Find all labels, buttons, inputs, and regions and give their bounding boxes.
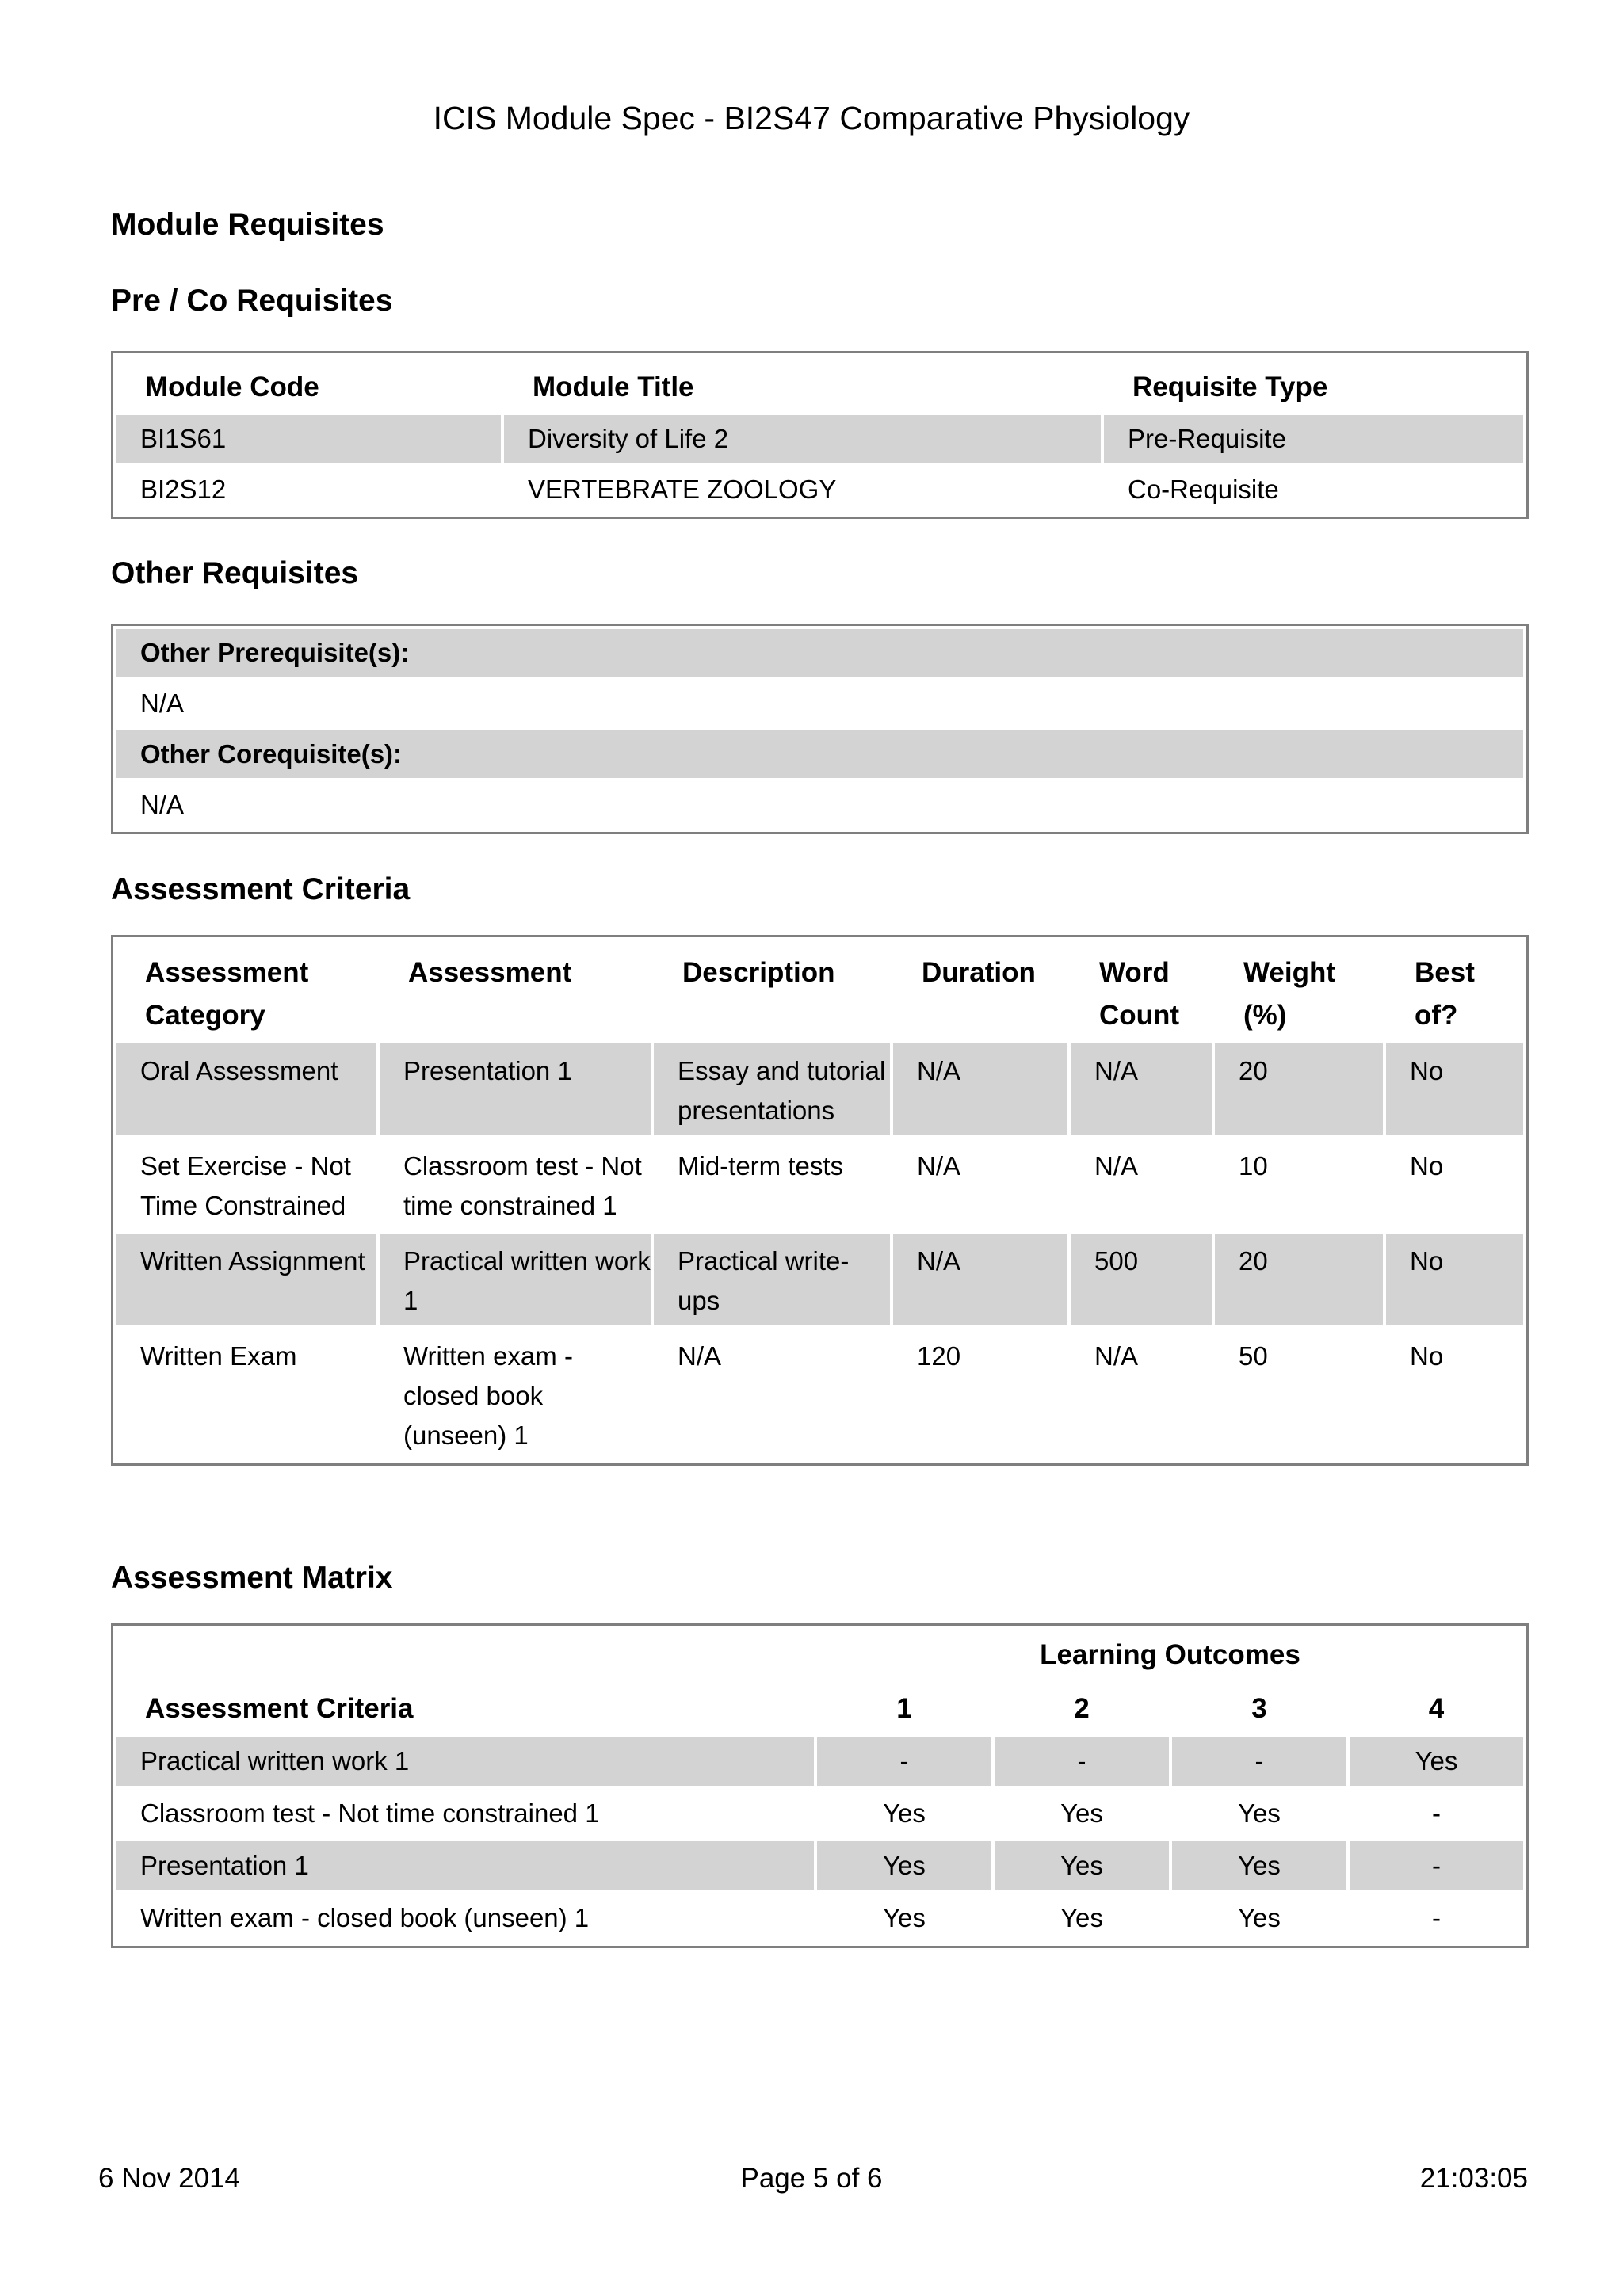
- requisites-table: [111, 351, 1529, 519]
- header-word-count: Word Count: [1099, 957, 1180, 1031]
- description-cell: N/A: [678, 1341, 722, 1371]
- outcome-cell: -: [1172, 1737, 1346, 1786]
- outcome-cell: -: [995, 1737, 1169, 1786]
- table-row: [116, 1043, 1523, 1135]
- table-row: [116, 1329, 1523, 1460]
- criteria-cell: Presentation 1: [116, 1841, 814, 1890]
- document-title: ICIS Module Spec - BI2S47 Comparative Physiology: [433, 100, 1190, 136]
- assessment-criteria-table: [111, 935, 1529, 1466]
- outcome-cell: -: [1432, 1798, 1441, 1828]
- matrix-header-row: [116, 1683, 1523, 1733]
- other-prerequisites-value: N/A: [140, 688, 185, 718]
- best-of-cell: No: [1386, 1234, 1523, 1325]
- header-assessment-criteria: Assessment Criteria: [145, 1693, 414, 1724]
- table-row: [116, 1841, 1523, 1890]
- word-count-cell: N/A: [1094, 1151, 1139, 1180]
- criteria-header-row: [116, 940, 1523, 1040]
- table-row: [116, 1737, 1523, 1786]
- duration-cell: N/A: [893, 1043, 1067, 1135]
- outcome-cell: Yes: [883, 1798, 926, 1828]
- header-outcome-3: 3: [1251, 1693, 1267, 1724]
- other-corequisites-value: N/A: [140, 790, 185, 819]
- assessment-cell: Classroom test - Not time constrained 1: [403, 1151, 642, 1220]
- other-prerequisites-label: Other Prerequisite(s):: [116, 629, 1523, 677]
- weight-cell: 50: [1239, 1341, 1268, 1371]
- category-cell: Oral Assessment: [116, 1043, 376, 1135]
- category-cell: Set Exercise - Not Time Constrained: [140, 1151, 351, 1220]
- table-row: [116, 1894, 1523, 1943]
- duration-cell: 120: [917, 1341, 961, 1371]
- criteria-cell: Classroom test - Not time constrained 1: [140, 1798, 600, 1828]
- header-outcome-4: 4: [1428, 1693, 1445, 1724]
- assessment-matrix-table: [111, 1623, 1529, 1948]
- requisites-header-row: [116, 357, 1523, 412]
- requisite-type-cell: Pre-Requisite: [1104, 415, 1523, 463]
- header-requisite-type: Requisite Type: [1132, 372, 1328, 402]
- word-count-cell: N/A: [1071, 1043, 1212, 1135]
- outcome-cell: Yes: [995, 1841, 1169, 1890]
- weight-cell: 20: [1215, 1234, 1383, 1325]
- module-title-cell: VERTEBRATE ZOOLOGY: [528, 475, 837, 504]
- category-cell: Written Exam: [140, 1341, 297, 1371]
- outcome-cell: Yes: [1060, 1903, 1103, 1932]
- table-row: [116, 415, 1523, 463]
- header-assessment: Assessment: [408, 957, 572, 988]
- header-description: Description: [682, 957, 835, 988]
- assessment-cell: Practical written work 1: [380, 1234, 651, 1325]
- assessment-cell: Written exam - closed book (unseen) 1: [403, 1341, 573, 1450]
- outcome-cell: Yes: [1060, 1798, 1103, 1828]
- table-row: [116, 466, 1523, 513]
- section-module-requisites: Module Requisites: [111, 208, 384, 242]
- header-module-code: Module Code: [145, 372, 319, 402]
- duration-cell: N/A: [893, 1234, 1067, 1325]
- category-cell: Written Assignment: [116, 1234, 376, 1325]
- description-cell: Mid-term tests: [678, 1151, 844, 1180]
- outcome-cell: Yes: [1172, 1841, 1346, 1890]
- header-best-of: Best of?: [1415, 957, 1475, 1031]
- best-of-cell: No: [1386, 1043, 1523, 1135]
- best-of-cell: No: [1410, 1151, 1444, 1180]
- footer-page-number: Page 5 of 6: [740, 2163, 883, 2194]
- description-cell: Essay and tutorial presentations: [654, 1043, 890, 1135]
- criteria-cell: Practical written work 1: [116, 1737, 814, 1786]
- table-row: [116, 1789, 1523, 1838]
- assessment-cell: Presentation 1: [380, 1043, 651, 1135]
- header-outcome-2: 2: [1074, 1693, 1090, 1724]
- outcome-cell: -: [1432, 1903, 1441, 1932]
- other-corequisites-label: Other Corequisite(s):: [116, 730, 1523, 778]
- outcome-cell: Yes: [1238, 1798, 1281, 1828]
- header-outcome-1: 1: [896, 1693, 912, 1724]
- outcome-cell: -: [817, 1737, 991, 1786]
- module-title-cell: Diversity of Life 2: [504, 415, 1101, 463]
- section-other-requisites: Other Requisites: [111, 556, 359, 590]
- header-assessment-category: Assessment Category: [145, 957, 309, 1031]
- table-row: [116, 1234, 1523, 1325]
- header-weight: Weight (%): [1243, 957, 1336, 1031]
- word-count-cell: N/A: [1094, 1341, 1139, 1371]
- outcome-cell: Yes: [1350, 1737, 1523, 1786]
- weight-cell: 10: [1239, 1151, 1268, 1180]
- outcome-cell: -: [1350, 1841, 1523, 1890]
- outcome-cell: Yes: [817, 1841, 991, 1890]
- duration-cell: N/A: [917, 1151, 961, 1180]
- outcome-cell: Yes: [883, 1903, 926, 1932]
- description-cell: Practical write-ups: [654, 1234, 890, 1325]
- section-assessment-matrix: Assessment Matrix: [111, 1561, 393, 1595]
- section-pre-co-requisites: Pre / Co Requisites: [111, 284, 393, 318]
- footer-time: 21:03:05: [1419, 2163, 1528, 2194]
- header-duration: Duration: [922, 957, 1036, 988]
- section-assessment-criteria: Assessment Criteria: [111, 872, 411, 906]
- table-row: [116, 1138, 1523, 1230]
- requisite-type-cell: Co-Requisite: [1128, 475, 1279, 504]
- module-code-cell: BI2S12: [140, 475, 227, 504]
- weight-cell: 20: [1215, 1043, 1383, 1135]
- criteria-cell: Written exam - closed book (unseen) 1: [140, 1903, 590, 1932]
- other-requisites-table: [111, 624, 1529, 834]
- header-module-title: Module Title: [533, 372, 694, 402]
- footer-date: 6 Nov 2014: [98, 2163, 241, 2194]
- best-of-cell: No: [1410, 1341, 1444, 1371]
- word-count-cell: 500: [1071, 1234, 1212, 1325]
- matrix-group-header-row: [116, 1629, 1523, 1680]
- module-code-cell: BI1S61: [116, 415, 501, 463]
- header-learning-outcomes: Learning Outcomes: [1040, 1639, 1300, 1670]
- outcome-cell: Yes: [1238, 1903, 1281, 1932]
